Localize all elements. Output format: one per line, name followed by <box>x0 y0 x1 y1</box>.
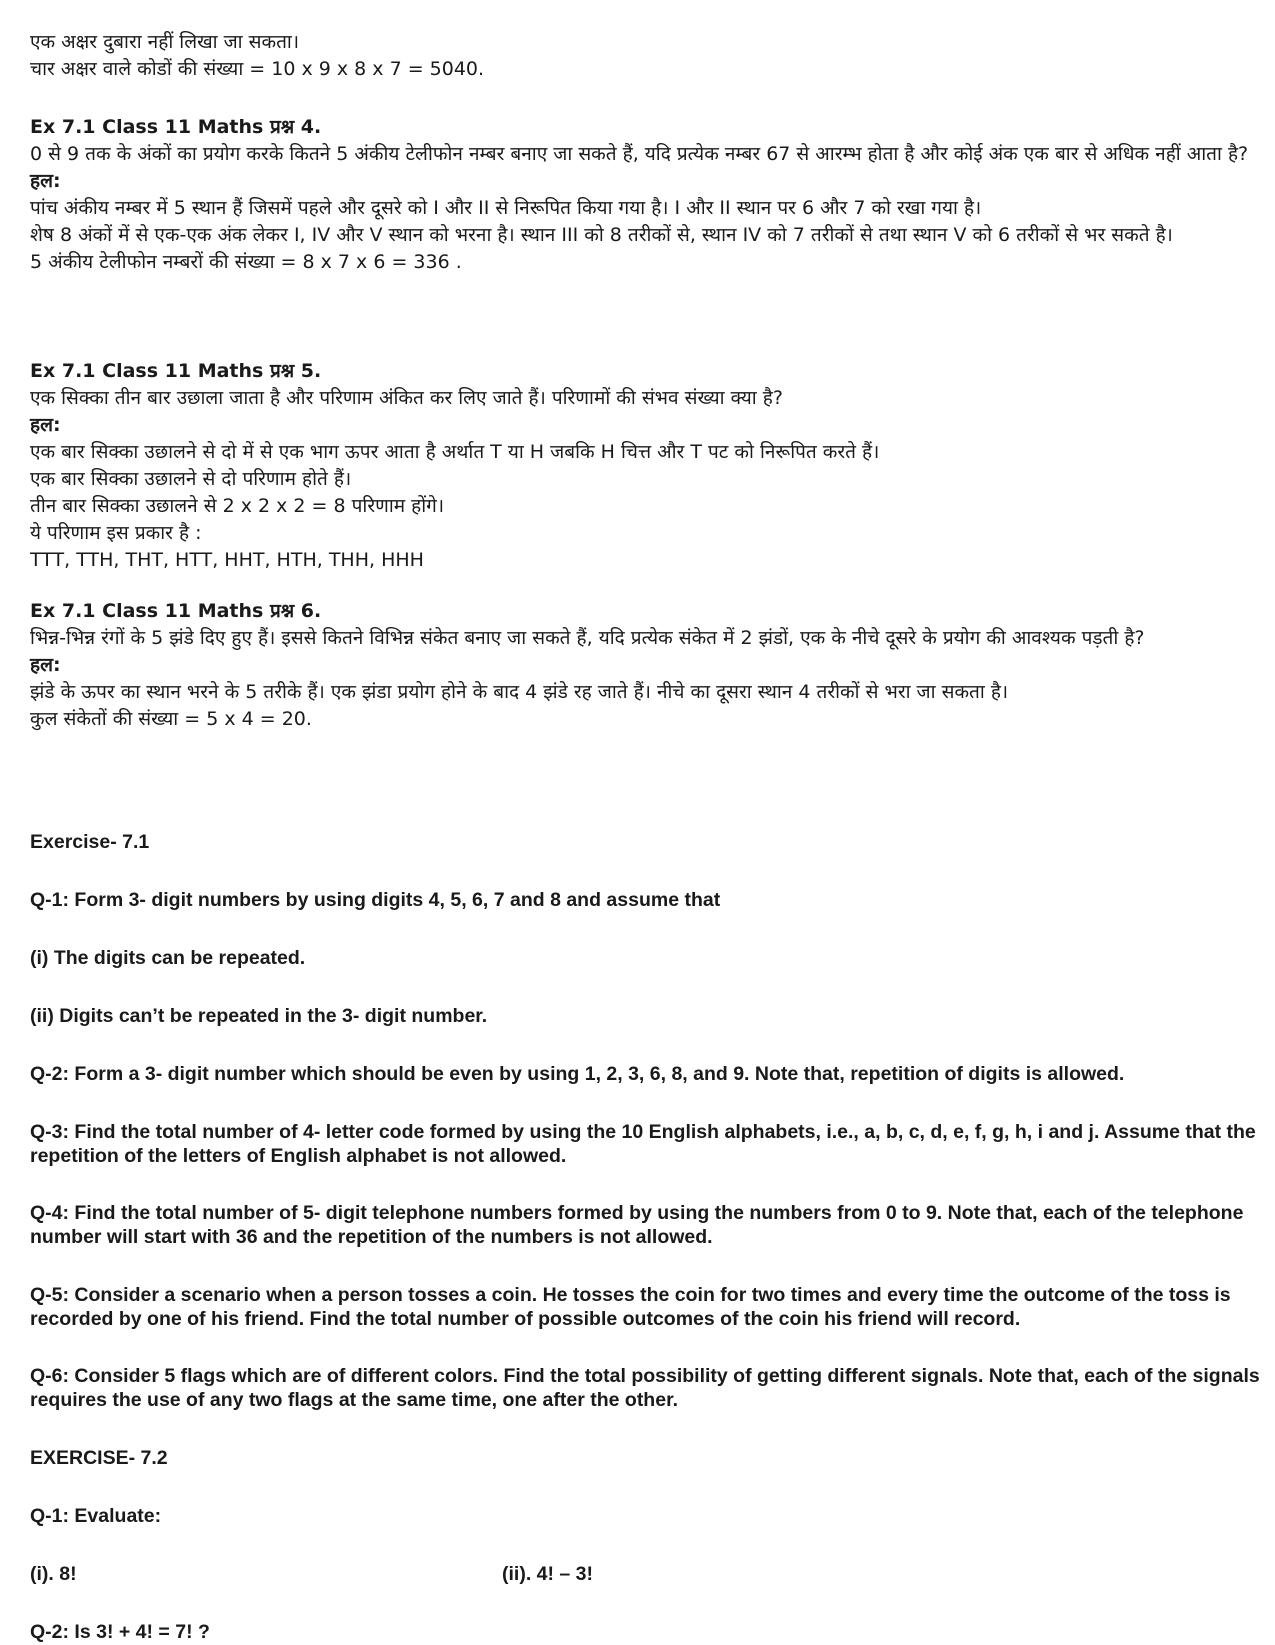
exercise-question-2: Q-2: Form a 3- digit number which should be even by using 1, 2, 3, 6, 8, and 9. Note that, repetition of digits is allowed. <box>30 1063 1125 1085</box>
exercise-question-5: Q-5: Consider a scenario when a person tosses a coin. He tosses the coin for two times and every time the outcome of the toss is recorded by one of his friend. Find the total number of possible outcomes of the coin his friend will record. <box>30 1284 1231 1330</box>
solution-line: तीन बार सिक्का उछालने से 2 x 2 x 2 = 8 परिणाम होंगे। <box>30 495 445 517</box>
solution-line: झंडे के ऊपर का स्थान भरने के 5 तरीके हैं। एक झंडा प्रयोग होने के बाद 4 झंडे रह जाते हैं। नीचे का दूसरा स्थान 4 तरीकों से भरा जा सकता है। <box>30 681 1009 703</box>
hindi-question-4 <box>30 114 1260 276</box>
solution-label: हल: <box>30 170 61 192</box>
solution-label: हल: <box>30 414 61 436</box>
exercise-question-1-part-i: (i) The digits can be repeated. <box>30 947 306 969</box>
exercise-question-3: Q-3: Find the total number of 4- letter code formed by using the 10 English alphabets, i.e., a, b, c, d, e, f, g, h, i and j. Assume that the repetition of the letters of English alphabet is not allowed. <box>30 1121 1256 1167</box>
exercise-7-2-question-2: Q-2: Is 3! + 4! = 7! ? <box>30 1621 210 1643</box>
exercise-7-2-question-1: Q-1: Evaluate: <box>30 1505 162 1527</box>
question-text: 0 से 9 तक के अंकों का प्रयोग करके कितने 5 अंकीय टेलीफोन नम्बर बनाए जा सकते हैं, यदि प्रत्येक नम्बर 67 से आरम्भ होता है और कोई अंक एक बार से अधिक नहीं आता है? <box>30 143 1249 165</box>
text-line: चार अक्षर वाले कोडों की संख्या = 10 x 9 x 8 x 7 = 5040. <box>30 58 485 80</box>
exercise-7-2-question-1-parts <box>30 1562 1265 1586</box>
exercise-question-6: Q-6: Consider 5 flags which are of different colors. Find the total possibility of getting different signals. Note that, each of the signals requires the use of any two flags at the same time, one after the other. <box>30 1365 1260 1411</box>
question-heading: Ex 7.1 Class 11 Maths प्रश्न 6. <box>30 600 322 622</box>
question-heading: Ex 7.1 Class 11 Maths प्रश्न 5. <box>30 360 322 382</box>
text-line: एक अक्षर दुबारा नहीं लिखा जा सकता। <box>30 31 300 53</box>
question-text: भिन्न-भिन्न रंगों के 5 झंडे दिए हुए हैं। इससे कितने विभिन्न संकेत बनाए जा सकते हैं, यदि प्रत्येक संकेत में 2 झंडों, एक के नीचे दूसरे के प्रयोग की आवश्यक पड़ती है? <box>30 627 1145 649</box>
solution-line: शेष 8 अंकों में से एक-एक अंक लेकर I, IV और V स्थान को भरना है। स्थान III को 8 तरीकों से, स्थान IV को 7 तरीकों से तथा स्थान V को 6 तरीकों से भर सकते है। <box>30 224 1173 246</box>
exercise-7-2-title: EXERCISE- 7.2 <box>30 1447 168 1469</box>
exercise-question-1-part-ii: (ii) Digits can’t be repeated in the 3- digit number. <box>30 1005 488 1027</box>
question-text: एक सिक्का तीन बार उछाला जाता है और परिणाम अंकित कर लिए जाते हैं। परिणामों की संभव संख्या क्या है? <box>30 387 783 409</box>
hindi-question-6 <box>30 598 1260 733</box>
solution-line: TTT, TTH, THT, HTT, HHT, HTH, THH, HHH <box>30 549 424 571</box>
solution-line: कुल संकेतों की संख्या = 5 x 4 = 20. <box>30 708 312 730</box>
solution-line: एक बार सिक्का उछालने से दो में से एक भाग ऊपर आता है अर्थात T या H जबकि H चित्त और T पट को निरूपित करते हैं। <box>30 441 880 463</box>
solution-line: एक बार सिक्का उछालने से दो परिणाम होते हैं। <box>30 468 352 490</box>
solution-line: 5 अंकीय टेलीफोन नम्बरों की संख्या = 8 x 7 x 6 = 336 . <box>30 251 462 273</box>
exercise-question-1: Q-1: Form 3- digit numbers by using digits 4, 5, 6, 7 and 8 and assume that <box>30 889 721 911</box>
question-heading: Ex 7.1 Class 11 Maths प्रश्न 4. <box>30 116 322 138</box>
exercise-7-1-title: Exercise- 7.1 <box>30 831 150 853</box>
top-continuation <box>30 29 1260 83</box>
solution-line: पांच अंकीय नम्बर में 5 स्थान हैं जिसमें पहले और दूसरे को I और II से निरूपित किया गया है। I और II स्थान पर 6 और 7 को रखा गया है। <box>30 197 982 219</box>
part-ii: (ii). 4! – 3! <box>502 1563 594 1585</box>
solution-label: हल: <box>30 654 61 676</box>
solution-line: ये परिणाम इस प्रकार है : <box>30 522 202 544</box>
hindi-question-5 <box>30 358 1260 574</box>
exercise-question-4: Q-4: Find the total number of 5- digit telephone numbers formed by using the numbers from 0 to 9. Note that, each of the telephone number will start with 36 and the repetition of the numbers is not allowed. <box>30 1202 1244 1248</box>
part-i: (i). 8! <box>30 1563 77 1585</box>
